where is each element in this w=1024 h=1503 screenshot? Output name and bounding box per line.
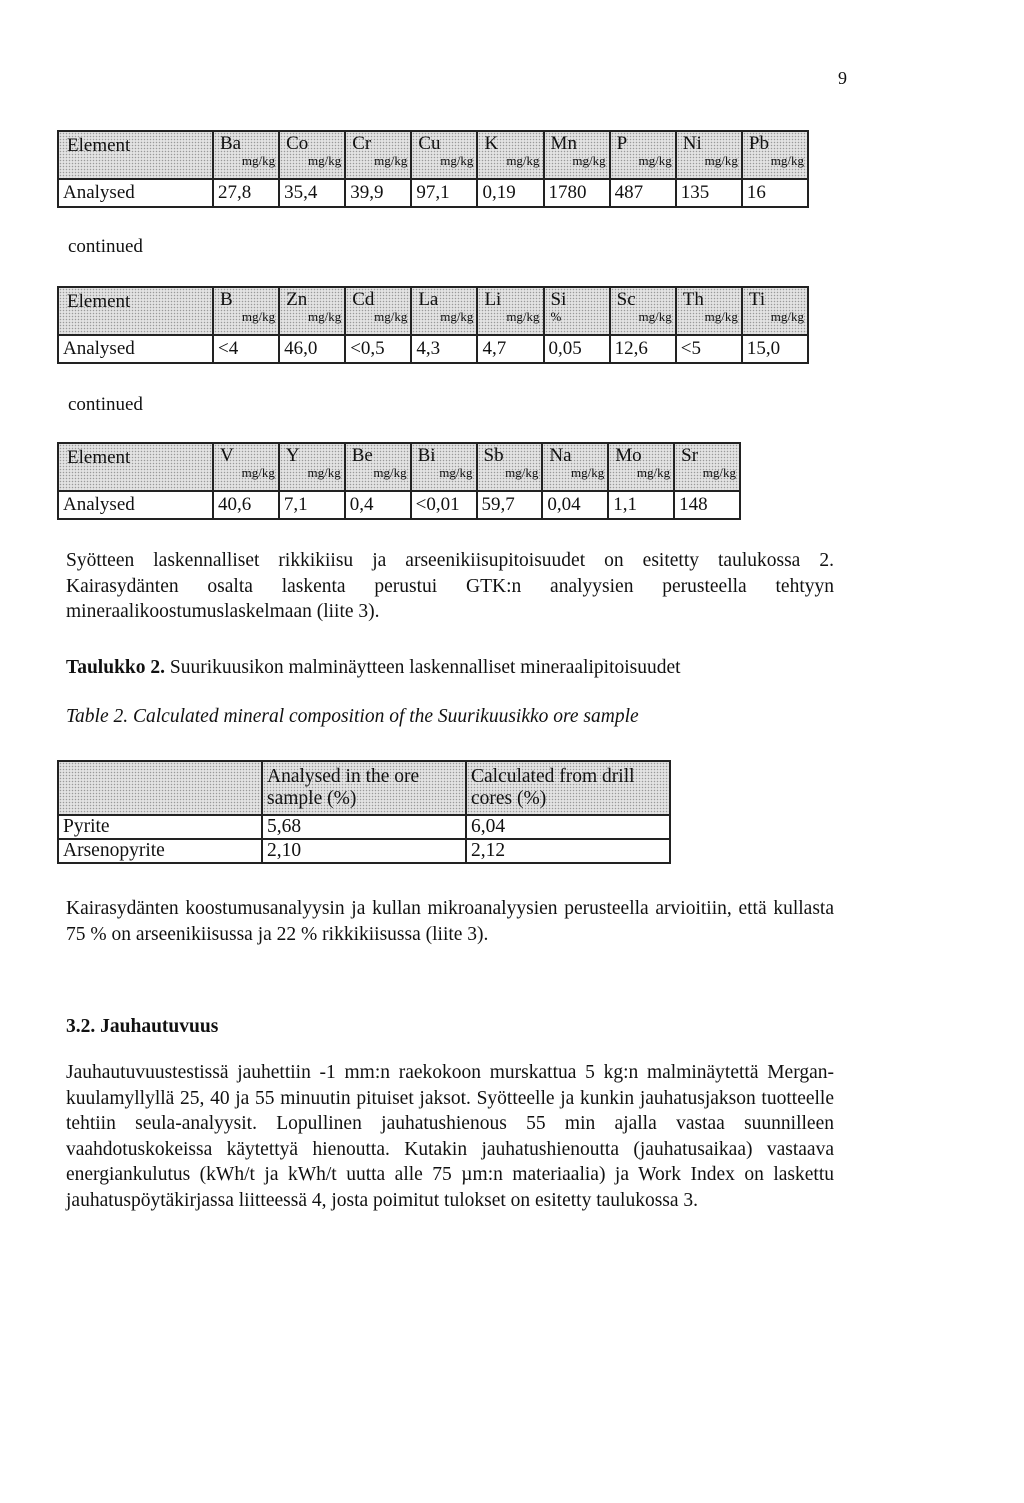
element-cell: Sr mg/kg xyxy=(674,443,740,491)
element-cell: Be mg/kg xyxy=(345,443,411,491)
value-cell: 27,8 xyxy=(213,179,279,207)
value-cell: 148 xyxy=(674,491,740,519)
element-table-2 xyxy=(57,286,809,364)
element-cell: B mg/kg xyxy=(213,287,279,335)
header-cell xyxy=(58,131,213,179)
value-cell: 135 xyxy=(676,179,742,207)
element-cell: Sb mg/kg xyxy=(477,443,543,491)
row-label: Analysed xyxy=(58,335,213,363)
element-cell: Zn mg/kg xyxy=(279,287,345,335)
element-cell: Na mg/kg xyxy=(542,443,608,491)
corner-cell xyxy=(58,761,262,815)
value-cell: 7,1 xyxy=(279,491,345,519)
element-cell: Pb mg/kg xyxy=(742,131,808,179)
value-cell: 0,19 xyxy=(477,179,543,207)
value-cell: 1,1 xyxy=(608,491,674,519)
mineral-name: Arsenopyrite xyxy=(58,839,262,863)
paragraph: Jauhautuvuustestissä jauhettiin -1 mm:n raekokoon murskattua 5 kg:n malminäytettä Mergan-kuulamyllyllä 25, 40 ja 55 minuutin pituiset jaksot. Syötteelle ja kunkin jauhatusjakson tuotteelle tehtiin seula-analyysit. Lopullinen jauhatushienous 55 min ajalla vastaa suunnilleen vaahdotuskokeissa käytettyä hienoutta. Kutakin jauhatushienoutta (jauhatusaikaa) vastaava energiankulutus (kWh/t ja kWh/t uutta alle 75 µm:n materiaalia) ja Work Index on laskettu jauhatuspöytäkirjassa liitteessä 4, josta poimitut tulokset on esitetty taulukossa 3. xyxy=(66,1062,834,1211)
value-cell: 1780 xyxy=(544,179,610,207)
caption-label: Taulukko 2. xyxy=(66,657,166,678)
section-heading: 3.2. Jauhautuvuus xyxy=(66,1016,219,1037)
value-cell: 6,04 xyxy=(466,815,670,839)
value-cell: 0,4 xyxy=(345,491,411,519)
element-cell: Sc mg/kg xyxy=(610,287,676,335)
element-cell: P mg/kg xyxy=(610,131,676,179)
element-cell: Li mg/kg xyxy=(477,287,543,335)
continued-label: continued xyxy=(68,236,143,257)
value-cell: 0,04 xyxy=(542,491,608,519)
element-cell: Mo mg/kg xyxy=(608,443,674,491)
element-cell: Cr mg/kg xyxy=(345,131,411,179)
value-cell: <0,5 xyxy=(345,335,411,363)
value-cell: 487 xyxy=(610,179,676,207)
element-cell: Ti mg/kg xyxy=(742,287,808,335)
value-cell: 40,6 xyxy=(213,491,279,519)
element-cell: Mn mg/kg xyxy=(544,131,610,179)
header-cell xyxy=(58,443,213,491)
value-cell: 59,7 xyxy=(477,491,543,519)
element-cell: Th mg/kg xyxy=(676,287,742,335)
element-cell: Cu mg/kg xyxy=(411,131,477,179)
element-cell: Si % xyxy=(544,287,610,335)
value-cell: 5,68 xyxy=(262,815,466,839)
value-cell: 4,3 xyxy=(411,335,477,363)
element-cell: Ni mg/kg xyxy=(676,131,742,179)
paragraph: Syötteen laskennalliset rikkikiisu ja arseenikiisupitoisuudet on esitetty taulukossa 2. Kairasydänten osalta laskenta perustui GTK:n analyysien perusteella tehtyyn mineraalikoostumuslaskelmaan (liite 3). xyxy=(66,550,834,622)
header-label: Element xyxy=(67,447,131,468)
table-caption-fi xyxy=(66,657,681,679)
element-cell: K mg/kg xyxy=(477,131,543,179)
header-cell xyxy=(58,287,213,335)
value-cell: <4 xyxy=(213,335,279,363)
element-cell: Y mg/kg xyxy=(279,443,345,491)
value-cell: 2,12 xyxy=(466,839,670,863)
mineral-table xyxy=(57,760,671,864)
column-header: Calculated from drill cores (%) xyxy=(466,761,670,815)
value-cell: 35,4 xyxy=(279,179,345,207)
table-row xyxy=(58,815,670,839)
value-cell: 15,0 xyxy=(742,335,808,363)
mineral-name: Pyrite xyxy=(58,815,262,839)
column-header: Analysed in the ore sample (%) xyxy=(262,761,466,815)
value-cell: <5 xyxy=(676,335,742,363)
element-cell: Ba mg/kg xyxy=(213,131,279,179)
element-cell: V mg/kg xyxy=(213,443,279,491)
value-cell: 97,1 xyxy=(411,179,477,207)
table-caption-en: Table 2. Calculated mineral composition of the Suurikuusikko ore sample xyxy=(66,706,639,727)
value-cell: 2,10 xyxy=(262,839,466,863)
page-number: 9 xyxy=(838,68,847,88)
caption-text: Suurikuusikon malminäytteen laskennalliset mineraalipitoisuudet xyxy=(169,657,681,678)
header-label: Element xyxy=(67,135,131,156)
value-cell: 0,05 xyxy=(544,335,610,363)
element-cell: Bi mg/kg xyxy=(411,443,477,491)
value-cell: 16 xyxy=(742,179,808,207)
element-cell: Co mg/kg xyxy=(279,131,345,179)
table-row xyxy=(58,839,670,863)
value-cell: 4,7 xyxy=(477,335,543,363)
element-table-1 xyxy=(57,130,809,208)
element-cell: La mg/kg xyxy=(411,287,477,335)
value-cell: 46,0 xyxy=(279,335,345,363)
value-cell: <0,01 xyxy=(411,491,477,519)
element-table-3 xyxy=(57,442,741,520)
row-label: Analysed xyxy=(58,179,213,207)
header-label: Element xyxy=(67,291,131,312)
paragraph: Kairasydänten koostumusanalyysin ja kullan mikroanalyysien perusteella arvioitiin, että kullasta 75 % on arseenikiisussa ja 22 % rikkikiisussa (liite 3). xyxy=(66,898,834,945)
value-cell: 12,6 xyxy=(610,335,676,363)
value-cell: 39,9 xyxy=(345,179,411,207)
element-cell: Cd mg/kg xyxy=(345,287,411,335)
row-label: Analysed xyxy=(58,491,213,519)
continued-label: continued xyxy=(68,394,143,415)
